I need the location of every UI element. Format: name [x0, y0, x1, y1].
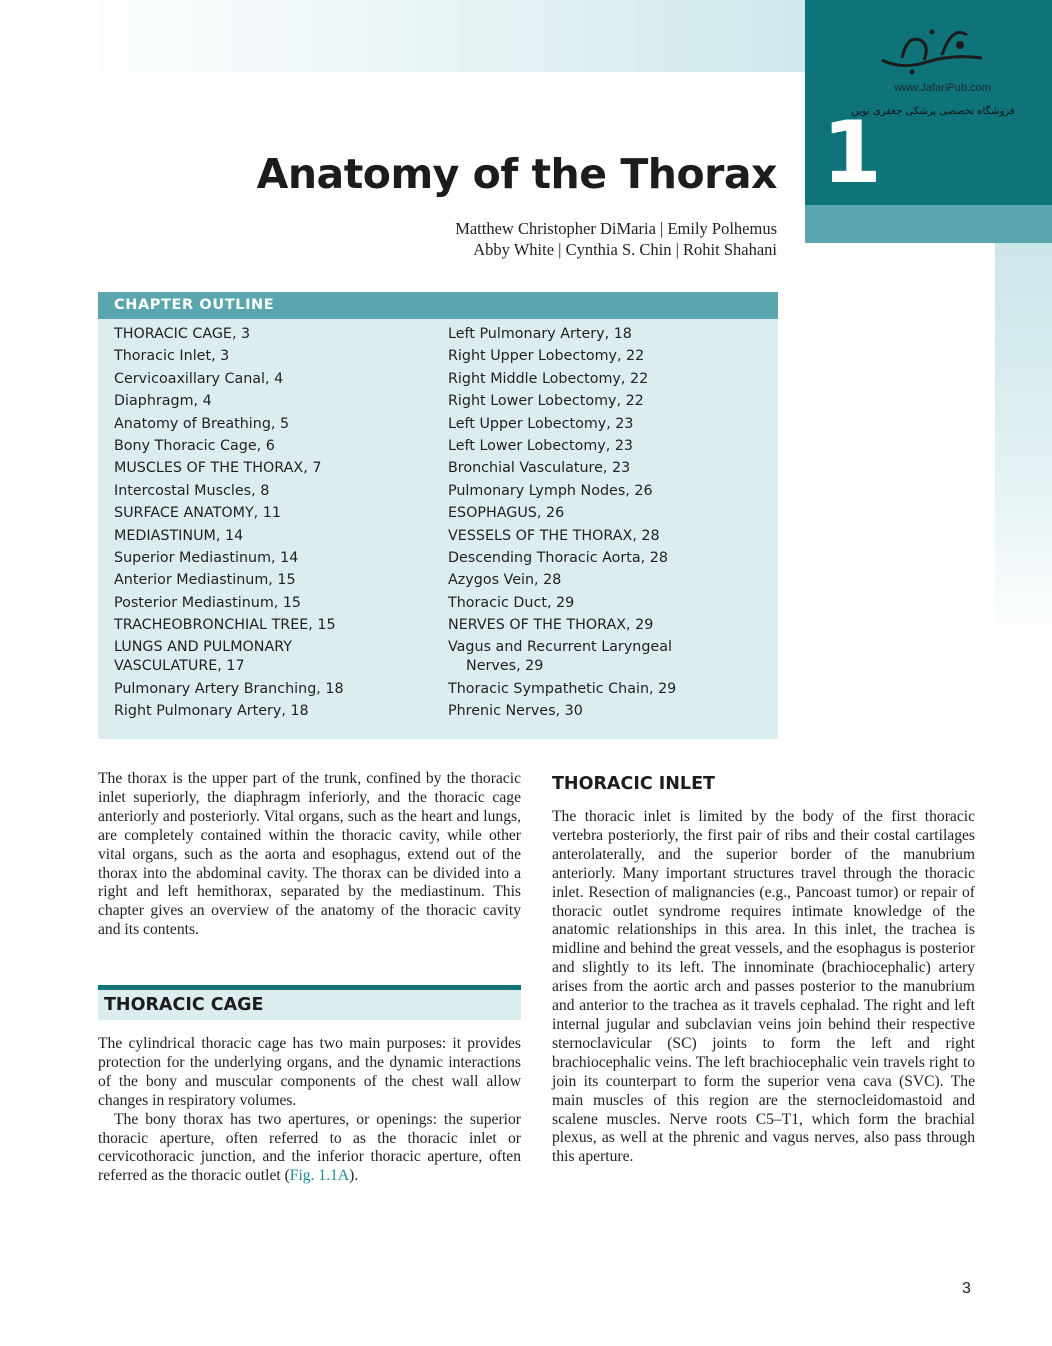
thoracic-cage-paragraph-1: The cylindrical thoracic cage has two main purposes: it provides protection for the underlying organs, and the dynamic interactions of the bony and muscular components of the chest wall allow changes in respiratory volumes.: [98, 1035, 521, 1109]
chapter-number-strip: [805, 205, 1052, 243]
toc-item[interactable]: Right Middle Lobectomy, 22: [448, 370, 649, 387]
toc-item-line: Nerves, 29: [466, 658, 544, 675]
toc-item[interactable]: Cervicoaxillary Canal, 4: [114, 370, 284, 387]
toc-item[interactable]: Left Lower Lobectomy, 23: [448, 437, 634, 454]
toc-item[interactable]: Bony Thoracic Cage, 6: [114, 437, 275, 454]
page-number: 3: [962, 1280, 971, 1297]
toc-item-multiline[interactable]: [448, 638, 768, 676]
header-gradient: [60, 0, 805, 72]
section-heading-thoracic-cage: THORACIC CAGE: [98, 990, 521, 1020]
toc-item[interactable]: Azygos Vein, 28: [448, 572, 562, 589]
publisher-logo: [872, 20, 992, 80]
toc-item[interactable]: THORACIC CAGE, 3: [114, 326, 251, 342]
toc-item[interactable]: SURFACE ANATOMY, 11: [114, 505, 281, 522]
toc-item[interactable]: VESSELS OF THE THORAX, 28: [448, 527, 660, 544]
toc-item[interactable]: MEDIASTINUM, 14: [114, 527, 244, 544]
thoracic-cage-paragraph-2: [98, 1111, 521, 1187]
toc-item[interactable]: Left Upper Lobectomy, 23: [448, 415, 634, 432]
toc-item-line: LUNGS AND PULMONARY: [114, 639, 293, 656]
chapter-authors: [455, 218, 777, 260]
toc-item[interactable]: Left Pulmonary Artery, 18: [448, 326, 632, 342]
paragraph-text-end: ).: [349, 1167, 359, 1185]
toc-item[interactable]: Right Pulmonary Artery, 18: [114, 703, 309, 720]
publisher-tagline: فروشگاه تخصصی پزشکی جعفری نوین: [851, 106, 1015, 117]
toc-item[interactable]: TRACHEOBRONCHIAL TREE, 15: [114, 617, 336, 634]
toc-item[interactable]: Pulmonary Lymph Nodes, 26: [448, 482, 653, 499]
toc-item-line: Vagus and Recurrent Laryngeal: [448, 639, 672, 656]
toc-item[interactable]: Anatomy of Breathing, 5: [114, 415, 290, 432]
authors-line-2: Abby White | Cynthia S. Chin | Rohit Shahani: [473, 240, 777, 259]
toc-item[interactable]: Thoracic Duct, 29: [448, 594, 575, 611]
toc-item[interactable]: Descending Thoracic Aorta, 28: [448, 549, 668, 566]
toc-item[interactable]: Posterior Mediastinum, 15: [114, 594, 302, 611]
thoracic-cage-text: [98, 1035, 521, 1186]
toc-item[interactable]: Pulmonary Artery Branching, 18: [114, 680, 344, 697]
toc-item[interactable]: Phrenic Nerves, 30: [448, 703, 583, 720]
figure-link[interactable]: Fig. 1.1A: [289, 1167, 350, 1185]
chapter-outline-heading: CHAPTER OUTLINE: [98, 292, 778, 319]
margin-gradient: [995, 243, 1052, 643]
section-heading-thoracic-inlet: THORACIC INLET: [552, 774, 715, 794]
toc-item[interactable]: Diaphragm, 4: [114, 393, 212, 410]
toc-item[interactable]: NERVES OF THE THORAX, 29: [448, 617, 654, 634]
paragraph-text: The bony thorax has two apertures, or openings: the superior thoracic aperture, often referred to as the thoracic inlet or cervicothoracic junction, and the inferior thoracic aperture, often referred as the thoracic outlet (: [98, 1110, 521, 1185]
toc-item[interactable]: MUSCLES OF THE THORAX, 7: [114, 460, 322, 477]
intro-paragraph: The thorax is the upper part of the trunk, confined by the thoracic inlet superiorly, the diaphragm inferiorly, and the thoracic cage anteriorly and posteriorly. Vital organs, such as the heart and lungs, are completely contained within the thoracic cavity, while other vital organs, such as the aorta and esophagus, extend out of the thorax into the abdominal cavity. The thorax can be divided into a right and left hemithorax, separated by the mediastinum. This chapter gives an overview of the anatomy of the thoracic cavity and its contents.: [98, 770, 521, 939]
toc-item[interactable]: Bronchial Vasculature, 23: [448, 460, 631, 477]
thoracic-inlet-paragraph: The thoracic inlet is limited by the body of the first thoracic vertebra posteriorly, the first pair of ribs and their costal cartilages anterolaterally, and the superior border of the manubrium anteriorly. Many important structures travel through the thoracic inlet. Resection of malignancies (e.g., Pancoast tumor) or repair of thoracic outlet syndrome requires intimate knowledge of the anatomic relationships in this area. In this inlet, the trachea is midline and behind the great vessels, and the esophagus is posterior and slightly to its left. The innominate (brachiocephalic) artery arises from the aortic arch and passes posterior to the manubrium and anterior to the trachea as it travels cephalad. The right and left internal jugular and subclavian veins join behind their respective sternoclavicular (SC) joints to form the left and right brachiocephalic veins. The left brachiocephalic vein travels right to join its counterpart to form the superior vena cava (SVC). The main muscles of this region are the sternocleidomastoid and scalene muscles. Nerve roots C5–T1, which form the brachial plexus, as well at the phrenic and vagus nerves, also pass through this aperture.: [552, 808, 975, 1166]
intro-paragraph-container: [98, 770, 521, 940]
chapter-title: Anatomy of the Thorax: [256, 150, 777, 198]
toc-item-line: VASCULATURE, 17: [114, 658, 245, 675]
outline-column-right: [448, 325, 768, 725]
toc-item[interactable]: Right Upper Lobectomy, 22: [448, 348, 645, 365]
outline-column-left: [114, 325, 434, 725]
toc-item[interactable]: Thoracic Inlet, 3: [114, 348, 230, 365]
thoracic-inlet-text: [552, 808, 975, 1167]
toc-item[interactable]: Superior Mediastinum, 14: [114, 549, 299, 566]
toc-item[interactable]: ESOPHAGUS, 26: [448, 505, 565, 522]
chapter-number: 1: [822, 103, 882, 203]
toc-item-multiline[interactable]: [114, 638, 434, 676]
toc-item[interactable]: Right Lower Lobectomy, 22: [448, 393, 644, 410]
toc-item[interactable]: Anterior Mediastinum, 15: [114, 572, 296, 589]
toc-item[interactable]: Thoracic Sympathetic Chain, 29: [448, 680, 677, 697]
toc-item[interactable]: Intercostal Muscles, 8: [114, 482, 270, 499]
authors-line-1: Matthew Christopher DiMaria | Emily Polhemus: [455, 219, 777, 238]
publisher-url: www.JafariPub.com: [894, 82, 991, 94]
